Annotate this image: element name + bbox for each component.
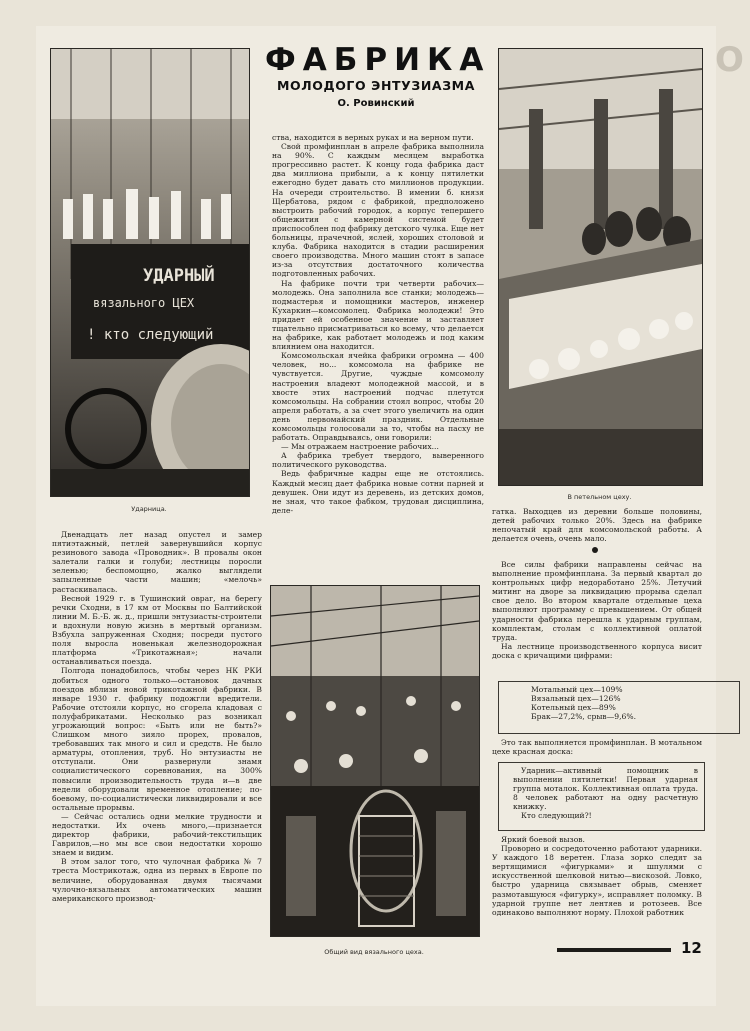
production-board — [498, 681, 740, 734]
board-row: Брак—27,2%, срыв—9,6%. — [531, 712, 636, 722]
paragraph: — Сейчас остались одни мелкие трудности и недостатки. Их очень много,—признается директор фабрики, рабочий-текстильщик Гаврилов,—но мы все свои недостатки хорошо знаем и видим. — [52, 811, 262, 858]
paragraph: ства, находится в верных руках и на верном пути. — [272, 133, 474, 142]
paragraph: Полгода понадобилось, чтобы через НК РКИ добиться одного только—остановок дачных поездов вблизи новой трикотажной фабрики. В январе 1930 г. фабрику подожгли вредители. Рабочие отстояли корпус, но сгорела кладовая с полуфабрикатами. Несколько раз возникал угрожающий вопрос: «Быть или не быть?» Слишком много зияло прорех, провалов, требовавших так много и сил и средств. Не было арматуры, отопления, труб. Но энтузиасты не отступали. Они развернули знамя социалистического соревнования, на 300% повысили производительность труда и—в две недели оборудовали временное отопление; по-боевому, по-социалистически ликвидировали и все остальные прорывы. — [52, 666, 262, 812]
paragraph: Яркий боевой вызов. — [501, 835, 585, 844]
column-middle — [272, 133, 484, 581]
paragraph: А фабрика требует твердого, выверенного политического руководства. — [272, 451, 484, 470]
red-board — [498, 762, 705, 831]
column-right — [492, 560, 702, 678]
column-right-bottom — [492, 835, 702, 937]
article-title: ФАБРИКА — [265, 42, 491, 78]
paragraph: гатка. Выходцев из деревни больше половины, детей рабочих только 20%. Здесь на фабрике непочатый край для комсомольской работы. А делается очень, очень мало. — [492, 507, 702, 544]
paragraph: Весной 1929 г. в Тушинский овраг, на берегу речки Сходни, в 17 км от Москвы по Балтийской линии М. Б.-Б. ж. д., пришли энтузиасты-строители и вдохнули новую жизнь в мертвый организм. Взбухла запруженная Сходня; посреди пустого поля выросла новенькая железнодорожная платформа «Трикотажная»; начали останавливаться поезда. — [52, 593, 262, 667]
paragraph: На фабрике почти три четверти рабочих—молодежь. Она заполнила все станки; молодежь—подмастерья и помощники мастеров, инженер Кухаркин—комсомолец. Фабрика молодежи! Это придает ей особенное значение и заставляет тщательно присматриваться ко всему, что делается на фабрике, как работает молодежь и под каким влиянием она находится. — [272, 278, 484, 352]
photo-udarnitsa — [50, 48, 250, 497]
photo-caption-right: В петельном цеху. — [567, 493, 632, 501]
paragraph: Ведь фабричные кадры еще не отстоялись. Каждый месяц дает фабрика новые сотни парней и девушек. Они идут из деревень, из детских домов, не зная, что такое фабком, трудовая дисциплина, деле- — [272, 469, 484, 515]
page-number: 12 — [681, 939, 702, 957]
footer-rule — [557, 948, 671, 952]
paragraph: На лестнице производственного корпуса висит доска с кричащими цифрами: — [492, 641, 702, 660]
column-left — [52, 530, 262, 950]
article-author: О. Ровинский — [337, 98, 415, 109]
article-header — [265, 42, 491, 112]
photo-caption-left: Ударница. — [131, 505, 167, 513]
article-subtitle: МОЛОДОГО ЭНТУЗИАЗМА — [277, 78, 475, 93]
column-right-mid — [492, 738, 702, 760]
section-bullet — [592, 547, 598, 553]
board-row: Котельный цех—89% — [531, 703, 616, 713]
paragraph: Свой промфинплан в апреле фабрика выполнила на 90%. С каждым месяцем выработка прогрессивно растет. К концу года фабрика даст два миллиона прибыли, а к концу пятилетки ежегодно будет давать сто миллионов продукции. На очереди строительство. В имении б. князя Щербатова, рядом с фабрикой, предположено выстроить рабочий городок, а корпус тепершего общежития с камерной системой будет приспособлен под фабрику детского чулка. Еще нет больницы, прачечной, яслей, хороших столовой и клуба. Фабрика находится в стадии расширения своего производства. Много машин стоят в запасе из-за отсутствия достаточного количества подготовленных рабочих. — [272, 142, 484, 279]
photo-vyazalny-tseh — [270, 585, 480, 937]
column-right-top — [492, 507, 702, 545]
photo-petelny-tseh — [498, 48, 703, 486]
paragraph: Двенадцать лет назад опустел и замер пятиэтажный, петлей завернувшийся корпус резинового завода «Проводник». В провалы окон залетали галки и голуби; лестницы поросли зеленью; беспомощно, жалко выглядели запыленные части машин; «мелочь» растаскивалась. — [52, 530, 262, 594]
board-text: Ударник—активный помощник в выполнении пятилетки! Первая ударная группа моталок. Коллективная оплата труда. 8 человек работают на одну расчетную книжку. — [513, 766, 698, 812]
board-row: Мотальный цех—109% — [531, 685, 623, 694]
photo-caption-center: Общий вид вязального цеха. — [324, 948, 424, 956]
banner-line-2: вязального ЦЕХ — [93, 296, 195, 310]
banner-line-3: ! кто следующий — [87, 327, 214, 343]
paragraph: Это так выполняется промфинплан. В мотальном цехе красная доска: — [492, 738, 702, 757]
paragraph: — Мы отражаем настроение рабочих... — [281, 442, 439, 452]
board-text: Кто следующий?! — [521, 811, 592, 821]
paragraph: В этом залог того, что чулочная фабрика № 7 треста Мострикотаж, одна из первых в Европе по величине, оборудованная двумя тысячами чулочно-вязальных автоматических машин американского производ- — [52, 857, 262, 903]
board-row: Вязальный цех—126% — [531, 694, 621, 704]
paragraph: Все силы фабрики направлены сейчас на выполнение промфинплана. За первый квартал до контрольных цифр недоработано 25%. Летучий митинг на дворе за ликвидацию прорыва сделал свое дело. Во втором квартале отдельные цеха выполняют программу с превышением. От общей ударности фабрика перешла к ударным группам, комплектам, столам с коллективной оплатой труда. — [492, 560, 702, 642]
banner-line-1: УДАРНЫЙ — [143, 266, 215, 286]
paragraph: Комсомольская ячейка фабрики огромна — 400 человек, но... комсомола на фабрике не чувствуется. Другие, чуждые комсомолу настроения владеют молодежной массой, и в хвосте этих настроений подчас плетутся комсомольцы. На собрании стоял вопрос, чтобы 20 апреля работать, а за счет этого увеличить на один день первомайский праздник. Отдельные комсомольцы голосовали за то, чтобы на пасху не работать. Оправдываясь, они говорили: — [272, 351, 484, 443]
adjacent-page-bleed: О — [715, 40, 747, 80]
paragraph: Проворно и сосредоточенно работают ударники. У каждого 18 веретен. Глаза зорко следят за вертящимися «фигурками» и шпулями с искусственной шелковой нитью—вискозой. Ловко, быстро ударница связывает обрыв, сменяет размотавшуюся «фигурку», исправляет поломку. В ударной группе нет лентяев и ротозеев. Все одинаково выполняют норму. Плохой работник — [492, 844, 702, 917]
